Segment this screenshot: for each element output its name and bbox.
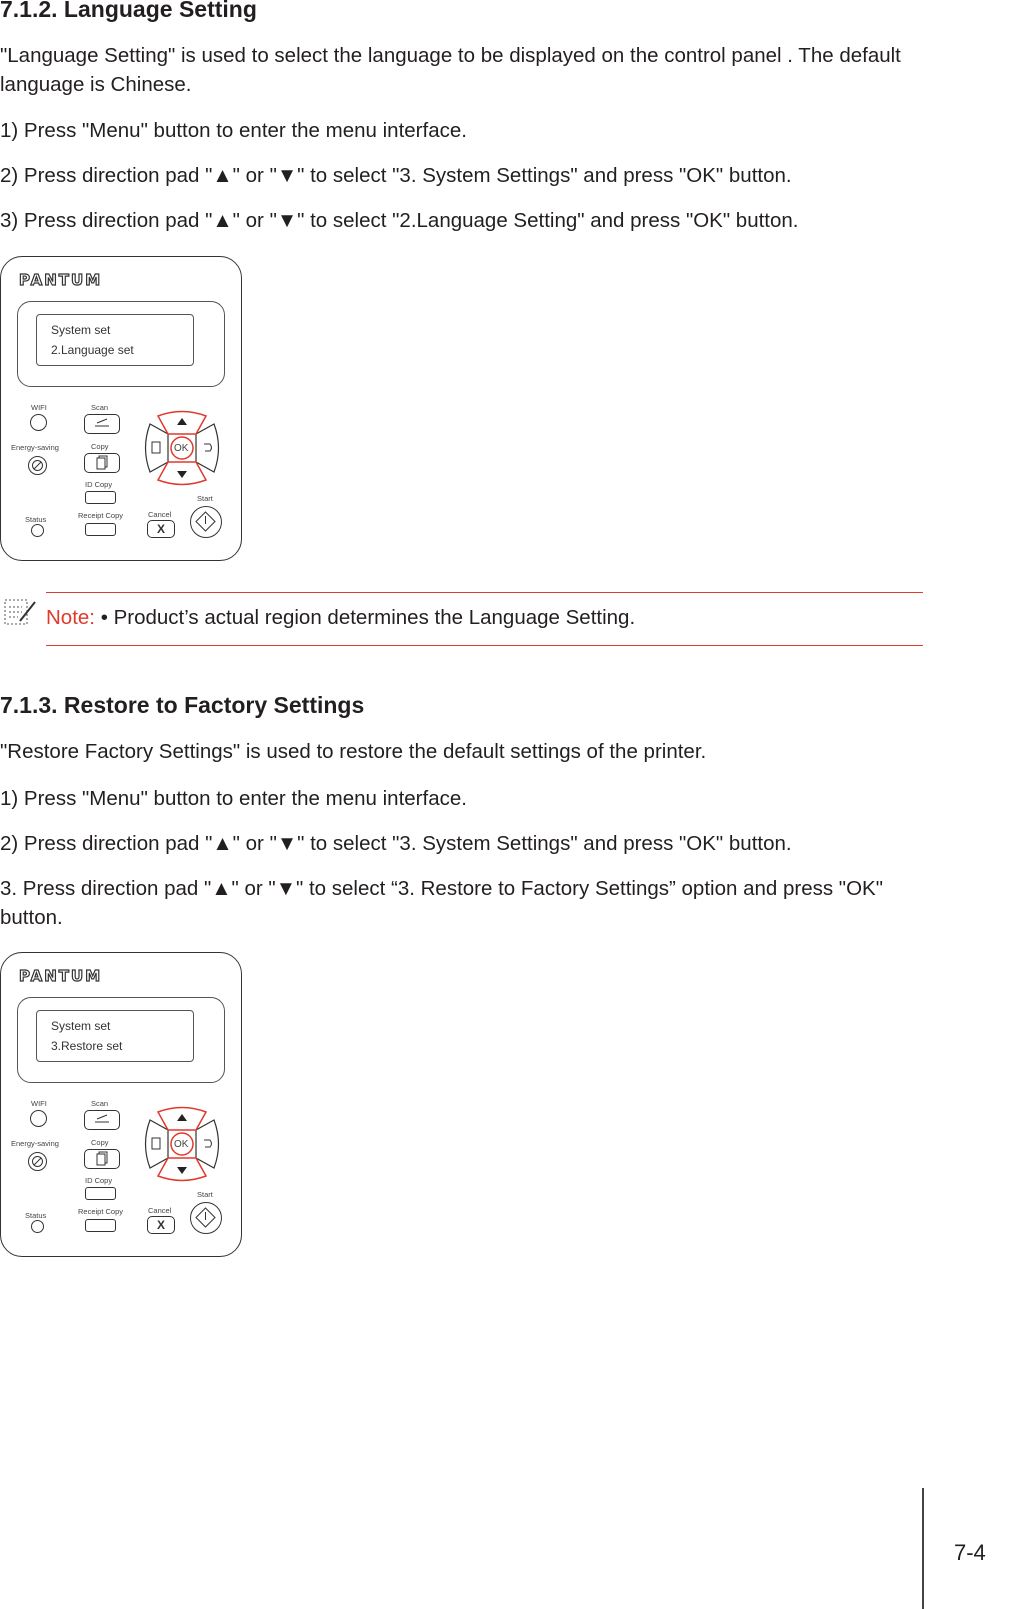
lcd-screen (36, 314, 194, 366)
energy-saving-label: Energy-saving (11, 1139, 59, 1148)
start-label: Start (197, 1190, 213, 1199)
lcd-screen (36, 1010, 194, 1062)
scan-label: Scan (91, 403, 109, 412)
scan-icon (92, 1111, 112, 1125)
status-label: Status (25, 515, 47, 524)
note-bottom-rule (46, 645, 923, 646)
copy-button[interactable] (84, 1149, 120, 1169)
start-label: Start (197, 494, 213, 503)
copy-label: Copy (91, 442, 109, 451)
language-step-1: 1) Press "Menu" button to enter the menu interface. (0, 119, 467, 142)
id-copy-label: ID Copy (85, 1176, 113, 1185)
note-text: • Product’s actual region determines the Language Setting. (95, 606, 636, 629)
lcd-bezel (17, 301, 225, 387)
cancel-label: Cancel (148, 510, 172, 519)
note (46, 603, 635, 632)
wifi-button[interactable] (30, 414, 47, 431)
restore-intro: "Restore Factory Settings" is used to restore the default settings of the printer. (0, 740, 707, 763)
cancel-button[interactable]: X (147, 520, 175, 538)
energy-saving-icon (29, 1153, 46, 1170)
lcd-bezel (17, 997, 225, 1083)
restore-step-3: 3. Press direction pad "▲" or "▼" to select “3. Restore to Factory Settings” option and press "OK" button. (0, 877, 883, 929)
receipt-copy-label: Receipt Copy (78, 1207, 124, 1216)
wifi-label: WIFI (31, 403, 47, 412)
control-panel-illustration-restore (0, 952, 242, 1257)
id-copy-label: ID Copy (85, 480, 113, 489)
start-button[interactable] (190, 1202, 222, 1234)
wifi-label: WIFI (31, 1099, 47, 1108)
lcd-line-2: 3.Restore set (51, 1039, 123, 1053)
id-copy-button[interactable] (85, 491, 116, 504)
ok-label: OK (174, 443, 189, 454)
lcd-line-2: 2.Language set (51, 343, 134, 357)
energy-saving-label: Energy-saving (11, 443, 59, 452)
note-label: Note: (46, 606, 95, 629)
restore-step-1: 1) Press "Menu" button to enter the menu interface. (0, 787, 467, 810)
language-intro: "Language Setting" is used to select the language to be displayed on the control panel . The default language is Chinese. (0, 44, 901, 96)
status-indicator (31, 524, 44, 537)
cancel-button[interactable]: X (147, 1216, 175, 1234)
wifi-button[interactable] (30, 1110, 47, 1127)
ok-label: OK (174, 1139, 189, 1150)
section-heading-restore: 7.1.3. Restore to Factory Settings (0, 692, 365, 718)
language-step-2: 2) Press direction pad "▲" or "▼" to select "3. System Settings" and press "OK" button. (0, 164, 792, 187)
receipt-copy-label: Receipt Copy (78, 511, 124, 520)
scan-button[interactable] (84, 1110, 120, 1130)
language-step-3: 3) Press direction pad "▲" or "▼" to select "2.Language Setting" and press "OK" button. (0, 209, 799, 232)
copy-icon (95, 454, 109, 470)
pantum-logo: PANTUM (19, 967, 103, 985)
copy-label: Copy (91, 1138, 109, 1147)
note-icon (4, 597, 38, 627)
id-copy-button[interactable] (85, 1187, 116, 1200)
scan-button[interactable] (84, 414, 120, 434)
footer-divider (922, 1488, 924, 1609)
copy-icon (95, 1150, 109, 1166)
lcd-line-1: System set (51, 323, 111, 337)
energy-saving-icon (29, 457, 46, 474)
energy-saving-button[interactable] (28, 456, 47, 475)
note-top-rule (46, 592, 923, 593)
pantum-logo: PANTUM (19, 271, 103, 289)
scan-icon (92, 415, 112, 429)
page-number: 7-4 (954, 1540, 986, 1565)
start-icon (191, 1203, 220, 1232)
lcd-line-1: System set (51, 1019, 111, 1033)
restore-step-2: 2) Press direction pad "▲" or "▼" to select "3. System Settings" and press "OK" button. (0, 832, 792, 855)
scan-label: Scan (91, 1099, 109, 1108)
status-indicator (31, 1220, 44, 1233)
receipt-copy-button[interactable] (85, 523, 116, 536)
receipt-copy-button[interactable] (85, 1219, 116, 1232)
start-button[interactable] (190, 506, 222, 538)
section-heading-language: 7.1.2. Language Setting (0, 0, 257, 22)
cancel-label: Cancel (148, 1206, 172, 1215)
copy-button[interactable] (84, 453, 120, 473)
energy-saving-button[interactable] (28, 1152, 47, 1171)
start-icon (191, 507, 220, 536)
status-label: Status (25, 1211, 47, 1220)
control-panel-illustration-language (0, 256, 242, 561)
